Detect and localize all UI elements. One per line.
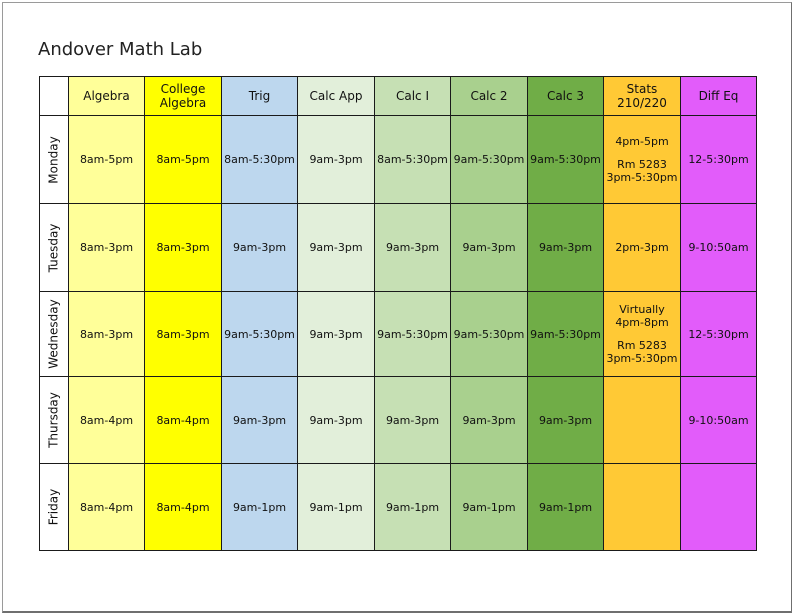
table-cell: 9am-5:30pm xyxy=(451,116,528,204)
day-label: Thursday xyxy=(40,377,69,464)
table-cell: 9am-3pm xyxy=(222,204,298,292)
table-cell: 9am-3pm xyxy=(298,204,375,292)
table-cell: 8am-3pm xyxy=(145,292,222,377)
table-cell xyxy=(681,464,757,551)
document-page xyxy=(2,2,792,613)
table-cell: 9am-5:30pm xyxy=(528,116,604,204)
table-cell: 8am-5:30pm xyxy=(375,116,451,204)
day-label: Friday xyxy=(40,464,69,551)
table-cell: 8am-3pm xyxy=(69,204,145,292)
column-header-calc-app: Calc App xyxy=(298,77,375,116)
table-cell: 8am-4pm xyxy=(69,377,145,464)
schedule-table xyxy=(39,76,757,551)
table-row xyxy=(40,116,757,204)
table-cell: 9-10:50am xyxy=(681,204,757,292)
table-cell: 9-10:50am xyxy=(681,377,757,464)
column-header-stats: Stats 210/220 xyxy=(604,77,681,116)
corner-cell xyxy=(40,77,69,116)
table-cell: Virtually 4pm-8pm Rm 5283 3pm-5:30pm xyxy=(604,292,681,377)
table-cell: 9am-3pm xyxy=(528,204,604,292)
table-cell: 8am-4pm xyxy=(145,464,222,551)
column-header-trig: Trig xyxy=(222,77,298,116)
table-row xyxy=(40,377,757,464)
day-label: Tuesday xyxy=(40,204,69,292)
day-label: Wednesday xyxy=(40,292,69,377)
table-cell: 9am-3pm xyxy=(375,204,451,292)
column-header-calc-1: Calc I xyxy=(375,77,451,116)
column-header-diff-eq: Diff Eq xyxy=(681,77,757,116)
table-cell: 9am-1pm xyxy=(375,464,451,551)
table-cell: 9am-5:30pm xyxy=(222,292,298,377)
table-cell: 9am-5:30pm xyxy=(528,292,604,377)
day-label: Monday xyxy=(40,116,69,204)
table-row xyxy=(40,204,757,292)
table-cell: 9am-3pm xyxy=(298,377,375,464)
table-cell: 9am-1pm xyxy=(222,464,298,551)
table-cell: 12-5:30pm xyxy=(681,292,757,377)
table-cell: 12-5:30pm xyxy=(681,116,757,204)
table-cell: 8am-4pm xyxy=(145,377,222,464)
table-cell: 9am-1pm xyxy=(451,464,528,551)
table-cell: 9am-5:30pm xyxy=(451,292,528,377)
table-cell: 8am-5pm xyxy=(69,116,145,204)
table-cell: 4pm-5pm Rm 5283 3pm-5:30pm xyxy=(604,116,681,204)
table-cell: 8am-4pm xyxy=(69,464,145,551)
table-cell: 8am-5:30pm xyxy=(222,116,298,204)
column-header-calc-3: Calc 3 xyxy=(528,77,604,116)
table-cell xyxy=(604,377,681,464)
column-header-college-algebra: College Algebra xyxy=(145,77,222,116)
table-cell: 2pm-3pm xyxy=(604,204,681,292)
table-row xyxy=(40,464,757,551)
table-cell: 9am-3pm xyxy=(451,204,528,292)
table-cell: 8am-3pm xyxy=(145,204,222,292)
table-row xyxy=(40,292,757,377)
table-cell: 9am-3pm xyxy=(528,377,604,464)
page-title: Andover Math Lab xyxy=(38,39,203,60)
table-cell: 9am-3pm xyxy=(298,116,375,204)
column-header-calc-2: Calc 2 xyxy=(451,77,528,116)
table-cell: 8am-3pm xyxy=(69,292,145,377)
table-cell: 9am-3pm xyxy=(375,377,451,464)
table-cell: 9am-1pm xyxy=(528,464,604,551)
table-cell: 9am-3pm xyxy=(451,377,528,464)
table-cell: 9am-1pm xyxy=(298,464,375,551)
table-cell: 9am-3pm xyxy=(298,292,375,377)
table-cell: 8am-5pm xyxy=(145,116,222,204)
header-row xyxy=(40,77,757,116)
table-cell xyxy=(604,464,681,551)
table-cell: 9am-3pm xyxy=(222,377,298,464)
table-cell: 9am-5:30pm xyxy=(375,292,451,377)
column-header-algebra: Algebra xyxy=(69,77,145,116)
